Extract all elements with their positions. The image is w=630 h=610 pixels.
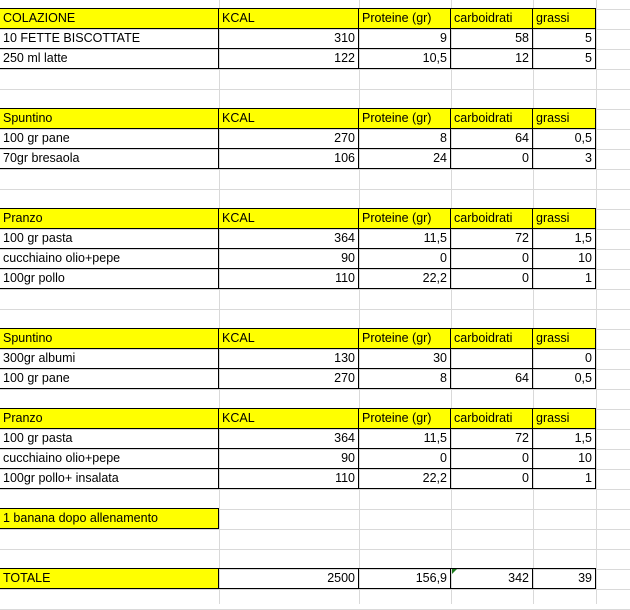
kcal-value-cell[interactable]: 270 bbox=[218, 368, 359, 389]
carboidrati-value-cell[interactable]: 0 bbox=[450, 448, 533, 469]
gridline-horizontal bbox=[0, 189, 630, 190]
kcal-value-cell[interactable]: 364 bbox=[218, 228, 359, 249]
proteine-value-cell[interactable]: 8 bbox=[358, 128, 451, 149]
food-name-cell[interactable]: 70gr bresaola bbox=[0, 148, 219, 169]
carboidrati-value-cell[interactable]: 58 bbox=[450, 28, 533, 49]
header-carboidrati-cell[interactable]: carboidrati bbox=[450, 108, 533, 129]
kcal-value-cell[interactable]: 122 bbox=[218, 48, 359, 69]
gridline-horizontal bbox=[0, 169, 630, 170]
proteine-value-cell[interactable]: 22,2 bbox=[358, 268, 451, 289]
food-name-cell[interactable]: 100 gr pasta bbox=[0, 228, 219, 249]
carboidrati-value-cell[interactable] bbox=[450, 348, 533, 369]
kcal-value-cell[interactable]: 110 bbox=[218, 468, 359, 489]
food-name-cell[interactable]: cucchiaino olio+pepe bbox=[0, 248, 219, 269]
grassi-value-cell[interactable]: 1,5 bbox=[532, 228, 596, 249]
proteine-value-cell[interactable]: 11,5 bbox=[358, 428, 451, 449]
grassi-value-cell[interactable]: 0 bbox=[532, 348, 596, 369]
food-name-cell[interactable]: 100gr pollo+ insalata bbox=[0, 468, 219, 489]
grassi-value-cell[interactable]: 1 bbox=[532, 268, 596, 289]
header-proteine-cell[interactable]: Proteine (gr) bbox=[358, 328, 451, 349]
food-name-cell[interactable]: 300gr albumi bbox=[0, 348, 219, 369]
gridline-vertical bbox=[596, 0, 597, 604]
banana-note-cell[interactable]: 1 banana dopo allenamento bbox=[0, 508, 219, 529]
carboidrati-value-cell[interactable]: 0 bbox=[450, 148, 533, 169]
header-kcal-cell[interactable]: KCAL bbox=[218, 208, 359, 229]
kcal-value-cell[interactable]: 90 bbox=[218, 248, 359, 269]
gridline-vertical bbox=[359, 0, 360, 604]
proteine-value-cell[interactable]: 8 bbox=[358, 368, 451, 389]
kcal-value-cell[interactable]: 364 bbox=[218, 428, 359, 449]
gridline-vertical bbox=[219, 0, 220, 604]
section-title-cell[interactable]: Spuntino bbox=[0, 328, 219, 349]
header-grassi-cell[interactable]: grassi bbox=[532, 108, 596, 129]
header-carboidrati-cell[interactable]: carboidrati bbox=[450, 8, 533, 29]
totale-proteine-cell[interactable]: 156,9 bbox=[358, 568, 451, 589]
food-name-cell[interactable]: 250 ml latte bbox=[0, 48, 219, 69]
gridline-horizontal bbox=[0, 69, 630, 70]
food-name-cell[interactable]: 100 gr pane bbox=[0, 368, 219, 389]
proteine-value-cell[interactable]: 22,2 bbox=[358, 468, 451, 489]
section-title-cell[interactable]: COLAZIONE bbox=[0, 8, 219, 29]
section-title-cell[interactable]: Pranzo bbox=[0, 408, 219, 429]
header-grassi-cell[interactable]: grassi bbox=[532, 328, 596, 349]
carboidrati-value-cell[interactable]: 64 bbox=[450, 368, 533, 389]
header-kcal-cell[interactable]: KCAL bbox=[218, 108, 359, 129]
header-kcal-cell[interactable]: KCAL bbox=[218, 8, 359, 29]
header-grassi-cell[interactable]: grassi bbox=[532, 208, 596, 229]
food-name-cell[interactable]: 100 gr pasta bbox=[0, 428, 219, 449]
cell-indicator-icon bbox=[452, 569, 457, 574]
kcal-value-cell[interactable]: 270 bbox=[218, 128, 359, 149]
grassi-value-cell[interactable]: 1 bbox=[532, 468, 596, 489]
grassi-value-cell[interactable]: 5 bbox=[532, 48, 596, 69]
gridline-horizontal bbox=[0, 289, 630, 290]
proteine-value-cell[interactable]: 0 bbox=[358, 248, 451, 269]
header-proteine-cell[interactable]: Proteine (gr) bbox=[358, 408, 451, 429]
carboidrati-value-cell[interactable]: 0 bbox=[450, 468, 533, 489]
kcal-value-cell[interactable]: 110 bbox=[218, 268, 359, 289]
header-carboidrati-cell[interactable]: carboidrati bbox=[450, 408, 533, 429]
gridline-horizontal bbox=[0, 589, 630, 590]
gridline-horizontal bbox=[0, 389, 630, 390]
gridline-horizontal bbox=[0, 489, 630, 490]
grassi-value-cell[interactable]: 10 bbox=[532, 248, 596, 269]
kcal-value-cell[interactable]: 106 bbox=[218, 148, 359, 169]
gridline-horizontal bbox=[0, 529, 630, 530]
totale-kcal-cell[interactable]: 2500 bbox=[218, 568, 359, 589]
carboidrati-value-cell[interactable]: 72 bbox=[450, 428, 533, 449]
grassi-value-cell[interactable]: 0,5 bbox=[532, 128, 596, 149]
header-proteine-cell[interactable]: Proteine (gr) bbox=[358, 108, 451, 129]
proteine-value-cell[interactable]: 11,5 bbox=[358, 228, 451, 249]
gridline-horizontal bbox=[0, 309, 630, 310]
grassi-value-cell[interactable]: 10 bbox=[532, 448, 596, 469]
gridline-horizontal bbox=[0, 89, 630, 90]
food-name-cell[interactable]: cucchiaino olio+pepe bbox=[0, 448, 219, 469]
carboidrati-value-cell[interactable]: 12 bbox=[450, 48, 533, 69]
header-carboidrati-cell[interactable]: carboidrati bbox=[450, 208, 533, 229]
carboidrati-value-cell[interactable]: 0 bbox=[450, 248, 533, 269]
kcal-value-cell[interactable]: 310 bbox=[218, 28, 359, 49]
proteine-value-cell[interactable]: 0 bbox=[358, 448, 451, 469]
header-kcal-cell[interactable]: KCAL bbox=[218, 408, 359, 429]
totale-carboidrati-cell[interactable]: 342 bbox=[450, 568, 533, 589]
carboidrati-value-cell[interactable]: 72 bbox=[450, 228, 533, 249]
section-title-cell[interactable]: Spuntino bbox=[0, 108, 219, 129]
kcal-value-cell[interactable]: 130 bbox=[218, 348, 359, 369]
food-name-cell[interactable]: 100gr pollo bbox=[0, 268, 219, 289]
totale-grassi-cell[interactable]: 39 bbox=[532, 568, 596, 589]
header-grassi-cell[interactable]: grassi bbox=[532, 408, 596, 429]
header-proteine-cell[interactable]: Proteine (gr) bbox=[358, 208, 451, 229]
food-name-cell[interactable]: 100 gr pane bbox=[0, 128, 219, 149]
grassi-value-cell[interactable]: 3 bbox=[532, 148, 596, 169]
food-name-cell[interactable]: 10 FETTE BISCOTTATE bbox=[0, 28, 219, 49]
totale-label-cell[interactable]: TOTALE bbox=[0, 568, 219, 589]
proteine-value-cell[interactable]: 30 bbox=[358, 348, 451, 369]
gridline-vertical bbox=[533, 0, 534, 604]
header-carboidrati-cell[interactable]: carboidrati bbox=[450, 328, 533, 349]
section-title-cell[interactable]: Pranzo bbox=[0, 208, 219, 229]
carboidrati-value-cell[interactable]: 0 bbox=[450, 268, 533, 289]
kcal-value-cell[interactable]: 90 bbox=[218, 448, 359, 469]
proteine-value-cell[interactable]: 24 bbox=[358, 148, 451, 169]
gridline-vertical bbox=[451, 0, 452, 604]
proteine-value-cell[interactable]: 10,5 bbox=[358, 48, 451, 69]
grassi-value-cell[interactable]: 1,5 bbox=[532, 428, 596, 449]
grassi-value-cell[interactable]: 0,5 bbox=[532, 368, 596, 389]
header-proteine-cell[interactable]: Proteine (gr) bbox=[358, 8, 451, 29]
carboidrati-value-cell[interactable]: 64 bbox=[450, 128, 533, 149]
gridline-horizontal bbox=[0, 549, 630, 550]
header-grassi-cell[interactable]: grassi bbox=[532, 8, 596, 29]
grassi-value-cell[interactable]: 5 bbox=[532, 28, 596, 49]
header-kcal-cell[interactable]: KCAL bbox=[218, 328, 359, 349]
proteine-value-cell[interactable]: 9 bbox=[358, 28, 451, 49]
